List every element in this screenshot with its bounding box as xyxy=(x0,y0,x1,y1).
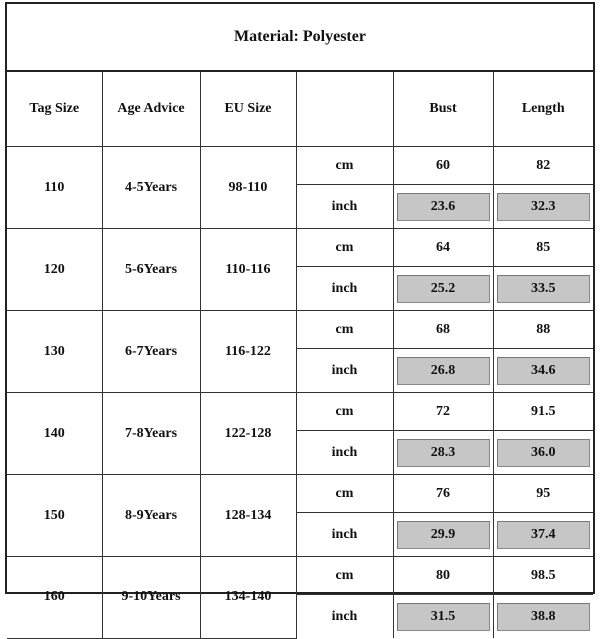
tag-size-cell: 140 xyxy=(7,393,102,475)
unit-inch-cell: inch xyxy=(296,185,393,229)
length-inch-cell xyxy=(493,185,593,229)
tag-size-cell: 110 xyxy=(7,147,102,229)
table-row xyxy=(7,557,593,595)
length-inch-value: 32.3 xyxy=(497,193,591,221)
length-cm-cell: 88 xyxy=(493,311,593,349)
unit-inch-cell: inch xyxy=(296,349,393,393)
unit-cm-cell: cm xyxy=(296,229,393,267)
length-cm-cell: 85 xyxy=(493,229,593,267)
bust-cm-cell: 80 xyxy=(393,557,493,595)
bust-cm-cell: 76 xyxy=(393,475,493,513)
header-age-advice: Age Advice xyxy=(102,72,200,147)
bust-cm-cell: 64 xyxy=(393,229,493,267)
chart-title: Material: Polyester xyxy=(7,4,593,72)
eu-size-cell: 134-140 xyxy=(200,557,296,639)
age-advice-cell: 8-9Years xyxy=(102,475,200,557)
unit-inch-cell: inch xyxy=(296,595,393,639)
unit-inch-cell: inch xyxy=(296,513,393,557)
header-eu-size: EU Size xyxy=(200,72,296,147)
unit-cm-cell: cm xyxy=(296,475,393,513)
bust-inch-cell xyxy=(393,349,493,393)
age-advice-cell: 4-5Years xyxy=(102,147,200,229)
eu-size-cell: 110-116 xyxy=(200,229,296,311)
size-table xyxy=(7,72,593,639)
bust-inch-cell xyxy=(393,595,493,639)
header-tag-size: Tag Size xyxy=(7,72,102,147)
age-advice-cell: 7-8Years xyxy=(102,393,200,475)
unit-cm-cell: cm xyxy=(296,393,393,431)
unit-inch-cell: inch xyxy=(296,267,393,311)
length-inch-value: 37.4 xyxy=(497,521,591,549)
length-cm-cell: 91.5 xyxy=(493,393,593,431)
length-inch-cell xyxy=(493,349,593,393)
header-bust: Bust xyxy=(393,72,493,147)
size-chart xyxy=(5,2,595,624)
tag-size-cell: 120 xyxy=(7,229,102,311)
eu-size-cell: 122-128 xyxy=(200,393,296,475)
length-inch-value: 36.0 xyxy=(497,439,591,467)
length-inch-value: 33.5 xyxy=(497,275,591,303)
bust-inch-value: 26.8 xyxy=(397,357,490,385)
eu-size-cell: 128-134 xyxy=(200,475,296,557)
age-advice-cell: 5-6Years xyxy=(102,229,200,311)
length-cm-cell: 98.5 xyxy=(493,557,593,595)
eu-size-cell: 98-110 xyxy=(200,147,296,229)
header-unit xyxy=(296,72,393,147)
unit-cm-cell: cm xyxy=(296,557,393,595)
bust-inch-value: 28.3 xyxy=(397,439,490,467)
tag-size-cell: 150 xyxy=(7,475,102,557)
bust-cm-cell: 68 xyxy=(393,311,493,349)
header-length: Length xyxy=(493,72,593,147)
bust-cm-cell: 72 xyxy=(393,393,493,431)
age-advice-cell: 6-7Years xyxy=(102,311,200,393)
bust-inch-cell xyxy=(393,267,493,311)
unit-inch-cell: inch xyxy=(296,431,393,475)
header-row xyxy=(7,72,593,147)
table-row xyxy=(7,475,593,513)
table-row xyxy=(7,229,593,267)
length-inch-value: 38.8 xyxy=(497,603,591,631)
length-inch-cell xyxy=(493,595,593,639)
eu-size-cell: 116-122 xyxy=(200,311,296,393)
bust-inch-cell xyxy=(393,431,493,475)
unit-cm-cell: cm xyxy=(296,147,393,185)
table-row xyxy=(7,147,593,185)
length-inch-cell xyxy=(493,267,593,311)
length-inch-cell xyxy=(493,431,593,475)
table-row xyxy=(7,393,593,431)
tag-size-cell: 160 xyxy=(7,557,102,639)
bust-cm-cell: 60 xyxy=(393,147,493,185)
age-advice-cell: 9-10Years xyxy=(102,557,200,639)
bust-inch-value: 23.6 xyxy=(397,193,490,221)
unit-cm-cell: cm xyxy=(296,311,393,349)
bust-inch-value: 31.5 xyxy=(397,603,490,631)
bust-inch-value: 25.2 xyxy=(397,275,490,303)
bust-inch-cell xyxy=(393,185,493,229)
length-cm-cell: 82 xyxy=(493,147,593,185)
tag-size-cell: 130 xyxy=(7,311,102,393)
bust-inch-cell xyxy=(393,513,493,557)
table-row xyxy=(7,311,593,349)
bust-inch-value: 29.9 xyxy=(397,521,490,549)
length-inch-value: 34.6 xyxy=(497,357,591,385)
length-inch-cell xyxy=(493,513,593,557)
length-cm-cell: 95 xyxy=(493,475,593,513)
